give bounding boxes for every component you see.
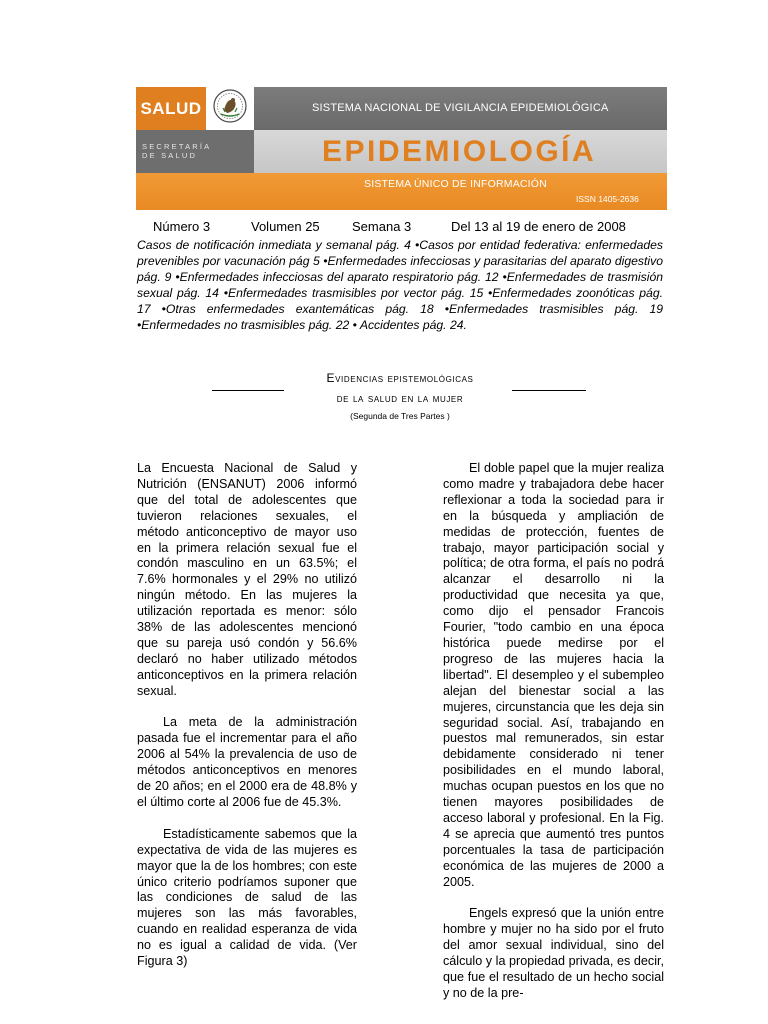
- paragraph: Estadísticamente sabemos que la expectativa de vida de las mujeres es mayor que la de los hombres; con este único criterio podríamos suponer que las condiciones de salud de las mujeres son las más favorables, cuando en realidad esperanza de vida no es igual a calidad de vida. (Ver Figura 3): [137, 826, 357, 969]
- salud-logo: SALUD: [136, 87, 206, 130]
- title-rule-right: [512, 390, 586, 391]
- article-title-line-1: Evidencias epistemológicas: [326, 371, 474, 385]
- banner-bottom-row: [136, 173, 667, 210]
- system-name: SISTEMA NACIONAL DE VIGILANCIA EPIDEMIOLÓGICA: [254, 87, 667, 130]
- banner-top-row: [136, 87, 667, 130]
- issue-date-range: Del 13 al 19 de enero de 2008: [451, 219, 626, 234]
- issn-label: ISSN 1405-2636: [576, 194, 639, 204]
- article-subtitle: (Segunda de Tres Partes ): [350, 411, 450, 421]
- table-of-contents: Casos de notificación inmediata y semanal pág. 4 •Casos por entidad federativa: enfermedades prevenibles por vacunación pág 5 •Enfermedades infecciosas y parasitarias del aparato digestivo pág. 9 •Enfermedades infecciosas del aparato respiratorio pág. 12 •Enfermedades de trasmisión sexual pág. 14 •Enfermedades trasmisibles por vector pág. 15 •Enfermedades zoonóticas pág. 17 •Otras enfermedades exantemáticas pág. 18 •Enfermedades trasmisibles pág. 19 •Enfermedades no trasmisibles pág. 22 • Accidentes pág. 24.: [137, 238, 663, 333]
- secretaria-label: [136, 130, 254, 173]
- issue-week: Semana 3: [352, 219, 412, 234]
- mexican-coat-of-arms-icon: [213, 88, 247, 129]
- secretaria-line-2: DE SALUD: [142, 151, 198, 160]
- secretaria-line-1: SECRETARÍA: [142, 142, 212, 151]
- issue-number: Número 3: [153, 219, 211, 234]
- paragraph: Engels expresó que la unión entre hombre y mujer no ha sido por el fruto del amor sexual individual, sino del cálculo y la propiedad privada, es decir, que fue el resultado de un hecho social y no de la pre-: [443, 906, 664, 1000]
- publication-title: EPIDEMIOLOGÍA: [254, 130, 667, 173]
- seal-container: [206, 87, 254, 130]
- paragraph: El doble papel que la mujer realiza como madre y trabajadora debe hacer reflexionar a toda la sociedad para ir en la búsqueda y ampliación de medidas de protección, fuentes de trabajo, mayor participación social y política; de otra forma, el país no podrá alcanzar el desarrollo ni la productividad que necesita ya que, como dijo el pensador Francois Fourier, "todo cambio en una época histórica puede medirse por el progreso de las mujeres hacia la libertad". El desempleo y el subempleo alejan del bienestar social a las mujeres, circunstancia que les deja sin seguridad social. Así, trabajando en puestos mal remunerados, sin estar debidamente considerado ni tener posibilidades en el mundo laboral, muchas ocupan puestos en los que no tienen mayores posibilidades de acceso laboral y profesional. En la Fig. 4 se aprecia que aumentó tres puntos porcentuales la tasa de participación económica de las mujeres de 2000 a 2005.: [443, 461, 664, 889]
- left-column: [137, 461, 357, 986]
- paragraph: La meta de la administración pasada fue el incrementar para el año 2006 al 54% la prevalencia de uso de métodos anticonceptivos en menores de 20 años; en el 2000 era de 48.8% y el último corte al 2006 fue de 45.3%.: [137, 715, 357, 810]
- right-column: [443, 461, 664, 1018]
- header-banner: [136, 87, 667, 210]
- banner-middle-row: [136, 130, 667, 173]
- paragraph: La Encuesta Nacional de Salud y Nutrición (ENSANUT) 2006 informó que del total de adolescentes que tuvieron relaciones sexuales, el método anticonceptivo de mayor uso en la primera relación sexual fue el condón masculino en un 63.5%; el 7.6% hormonales y el 29% no utilizó ningún método. En las mujeres la utilización reportada es menor: sólo 38% de las adolescentes mencionó que su pareja usó condón y 56.6% declaró no haber utilizado métodos anticonceptivos en la primera relación sexual.: [137, 461, 357, 698]
- title-rule-left: [212, 390, 284, 391]
- issue-volume: Volumen 25: [251, 219, 320, 234]
- info-system-label: SISTEMA ÚNICO DE INFORMACIÓN: [364, 178, 547, 190]
- article-title-line-2: de la salud en la mujer: [336, 391, 464, 405]
